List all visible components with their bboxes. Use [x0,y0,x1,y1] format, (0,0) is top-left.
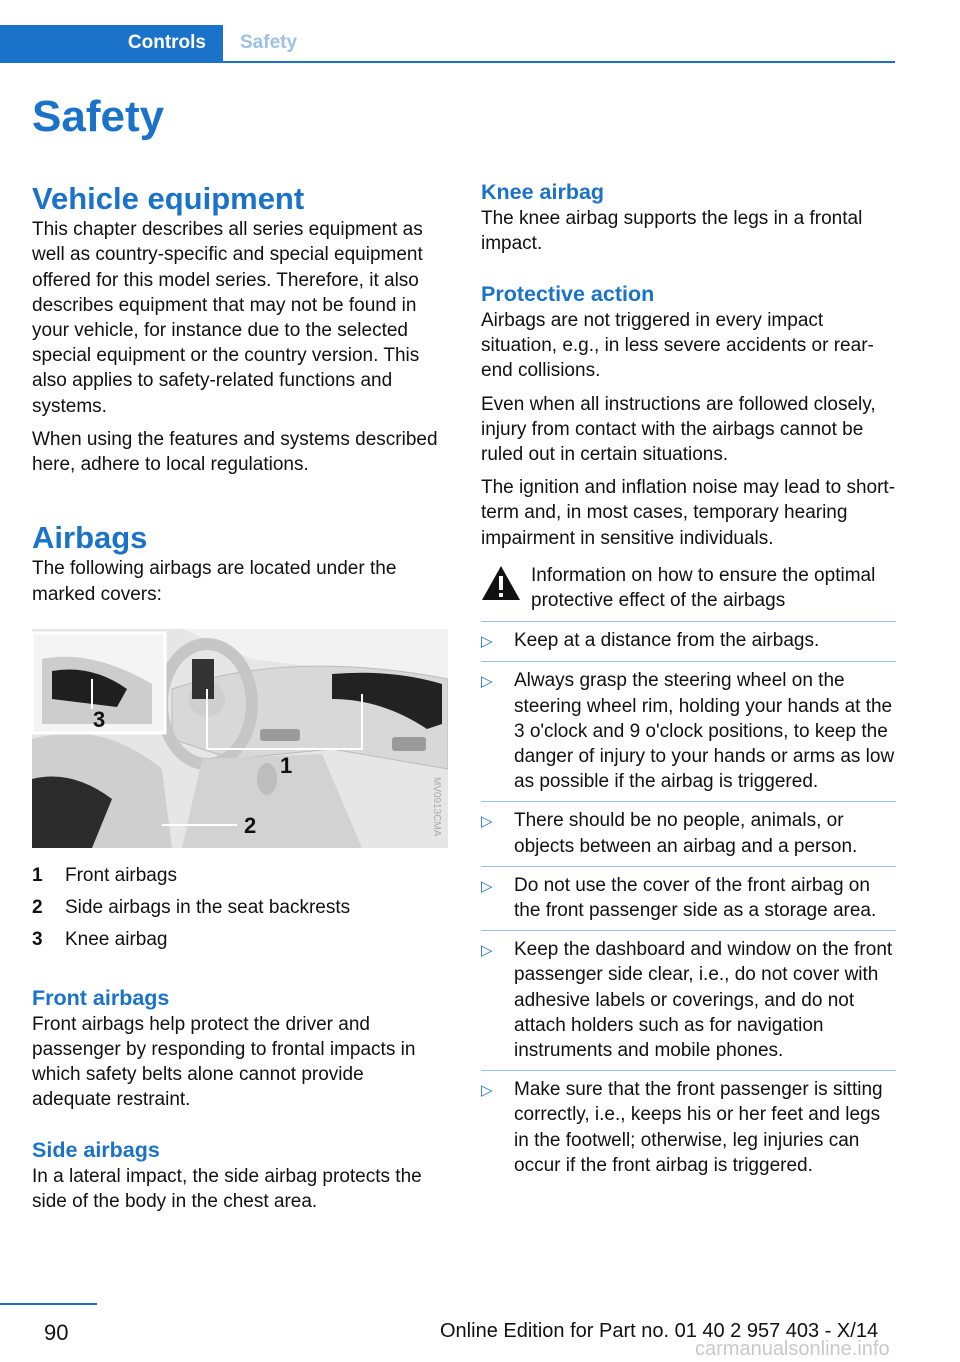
legend-label: Front airbags [65,864,177,886]
triangle-bullet-icon: ▷ [481,813,493,831]
paragraph: Airbags are not triggered in every impact situation, e.g., in less severe accidents or rear-end collisions. [481,310,874,382]
heading-side-airbags: Side airbags [32,1138,160,1163]
paragraph: In a lateral impact, the side airbag protects the side of the body in the chest area. [32,1166,422,1213]
callout-1: 1 [280,752,293,778]
heading-airbags: Airbags [32,520,148,556]
left-column [32,180,447,1215]
legend-number: 1 [32,864,43,886]
triangle-bullet-icon: ▷ [481,1082,493,1100]
list-item [481,1070,896,1185]
list-item-text: Make sure that the front passenger is sitting correctly, i.e., keeps his or her feet and legs in the footwell; otherwise, leg injuries can occur if the front airbag is triggered. [514,1079,883,1176]
legend-number: 2 [32,896,43,918]
heading-vehicle-equipment: Vehicle equipment [32,181,305,216]
figure-legend [32,860,447,956]
paragraph: The following airbags are located under the marked covers: [32,558,397,605]
figure-code: MV0913CMA [431,776,442,837]
list-item-text: Keep the dashboard and window on the front passenger side clear, i.e., do not cover with adhesive labels or coverings, and do not attach holders such as for navigation instruments and mobile phones. [514,939,893,1062]
paragraph: When using the features and systems described here, adhere to local regulations. [32,428,438,476]
callout-2: 2 [244,812,257,838]
paragraph: Even when all instructions are followed closely, injury from contact with the airbags cannot be ruled out in certain situations. [481,393,876,466]
list-item [481,621,896,661]
callout-3: 3 [93,706,106,732]
legend-item [32,892,447,924]
tab-controls: Controls [0,25,223,61]
heading-knee-airbag: Knee airbag [481,180,605,204]
right-column [481,180,896,1185]
tab-safety: Safety [240,32,298,53]
legend-item [32,860,447,892]
list-item-text: Do not use the cover of the front airbag on the front passenger side as a storage area. [514,874,877,922]
list-item [481,866,896,930]
page-title: Safety [32,92,165,141]
chapter-tab-bar [0,25,895,63]
paragraph: Front airbags help protect the driver and passenger by responding to frontal impacts in which safety belts alone cannot provide adequate restraint. [32,1013,416,1111]
list-item [481,801,896,865]
list-item [481,661,896,801]
triangle-bullet-icon: ▷ [481,942,493,960]
legend-label: Side airbags in the seat backrests [65,896,351,918]
warning-triangle-icon [481,563,531,613]
triangle-bullet-icon: ▷ [481,633,493,651]
warning-text: Information on how to ensure the optimal protective effect of the airbags [531,564,876,612]
car-interior-drawing [32,629,448,848]
paragraph: The ignition and inflation noise may lead to short-term and, in most cases, temporary hearing impairment in sensitive individuals. [481,477,896,549]
list-item-text: Always grasp the steering wheel on the steering wheel rim, holding your hands at the 3 o'clock and 9 o'clock positions, to keep the danger of injury to your hands or arms as low as possible if the airbag is triggered. [514,670,895,793]
paragraph: The knee airbag supports the legs in a frontal impact. [481,207,863,254]
list-item [481,930,896,1070]
list-item-text: Keep at a distance from the airbags. [514,630,820,652]
page-number: 90 [44,1320,69,1345]
paragraph: This chapter describes all series equipment as well as country-specific and special equipment offered for this model series. Therefore, it also describes equipment that may not be found in your vehicle, for instance due to the selected special equipment or the country version. This also applies to safety-related functions and systems. [32,219,423,417]
footer-rule [0,1303,97,1305]
edition-note: Online Edition for Part no. 01 40 2 957 403 - X/14 [440,1320,879,1342]
triangle-bullet-icon: ▷ [481,877,493,895]
safety-instructions-list [481,621,896,1185]
legend-number: 3 [32,928,43,950]
legend-label: Knee airbag [65,928,168,950]
heading-front-airbags: Front airbags [32,985,170,1010]
watermark: carmanualsonline.info [695,1338,890,1360]
heading-protective-action: Protective action [481,282,655,307]
triangle-bullet-icon: ▷ [481,673,493,691]
list-item-text: There should be no people, animals, or objects between an airbag and a person. [514,810,858,857]
legend-item [32,924,447,956]
warning-note [481,563,896,613]
airbag-locations-illustration [32,629,448,848]
